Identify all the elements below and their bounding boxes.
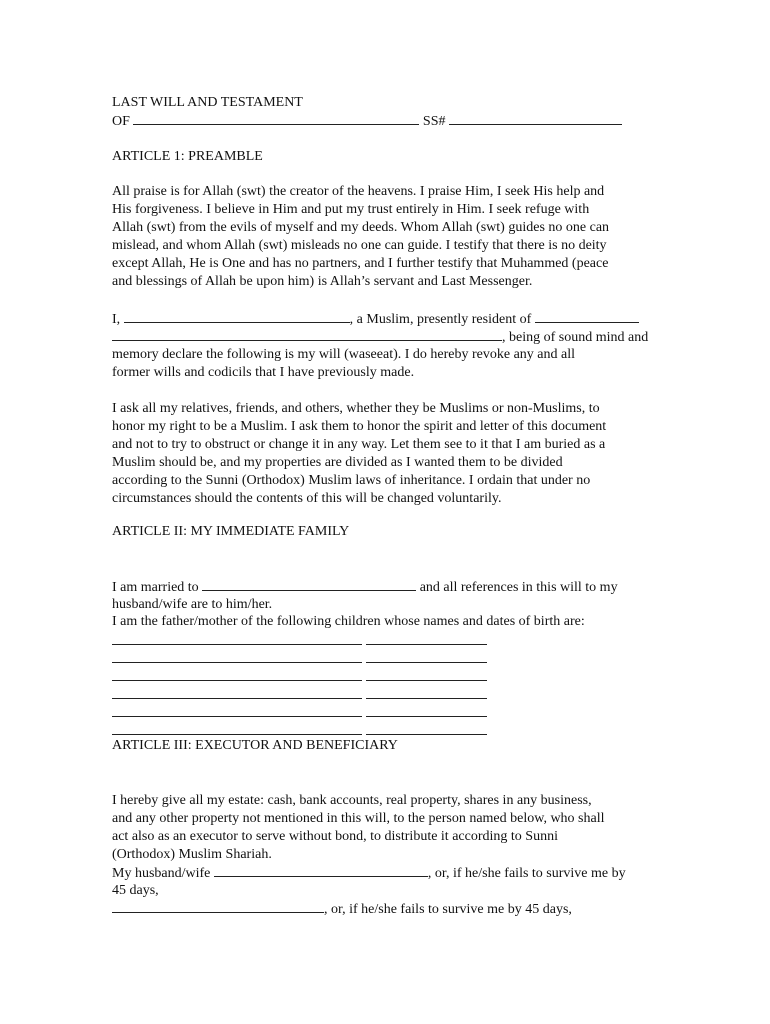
child-dob-field[interactable] (366, 722, 487, 735)
children-intro: I am the father/mother of the following children whose names and dates of birth are: (112, 614, 585, 629)
declaration-line (112, 310, 639, 329)
request-line: honor my right to be a Muslim. I ask them to honor the spirit and letter of this document (112, 419, 607, 434)
estate-line: and any other property not mentioned in this will, to the person named below, who shall (112, 811, 605, 826)
child-name-field[interactable] (112, 722, 362, 735)
alternate-beneficiary-field[interactable] (112, 900, 324, 913)
child-name-field[interactable] (112, 632, 362, 645)
spouse-beneficiary-line (112, 864, 626, 883)
child-dob-field[interactable] (366, 704, 487, 717)
declaration-line: former wills and codicils that I have previously made. (112, 365, 415, 380)
estate-line: (Orthodox) Muslim Shariah. (112, 847, 272, 862)
preamble-line: and blessings of Allah be upon him) is Allah’s servant and Last Messenger. (112, 274, 533, 289)
testator-line (112, 112, 622, 131)
preamble-line: All praise is for Allah (swt) the creator of the heavens. I praise Him, I seek His help and (112, 184, 605, 199)
request-line: Muslim should be, and my properties are divided as I wanted them to be divided (112, 455, 563, 470)
child-name-field[interactable] (112, 650, 362, 663)
estate-line: act also as an executor to serve without bond, to distribute it according to Sunni (112, 829, 558, 844)
muslim-resident-text: , a Muslim, presently resident of (349, 312, 535, 327)
declaration-line (112, 328, 648, 347)
article2-heading: ARTICLE II: MY IMMEDIATE FAMILY (112, 524, 350, 539)
child-dob-field[interactable] (366, 632, 487, 645)
request-line: according to the Sunni (Orthodox) Muslim laws of inheritance. I ordain that under no (112, 473, 591, 488)
of-label: OF (112, 114, 134, 129)
ss-label: SS# (419, 114, 449, 129)
ss-number-field[interactable] (449, 112, 622, 125)
married-to-label: I am married to (112, 580, 203, 595)
residence-continued-field[interactable] (112, 328, 502, 341)
alternate-fails-text: , or, if he/she fails to survive me by 45 days, (324, 902, 572, 917)
preamble-line: His forgiveness. I believe in Him and put my trust entirely in Him. I seek refuge with (112, 202, 590, 217)
estate-line: I hereby give all my estate: cash, bank accounts, real property, shares in any business, (112, 793, 592, 808)
preamble-line: except Allah, He is One and has no partners, and I further testify that Muhammed (peace (112, 256, 609, 271)
request-line: I ask all my relatives, friends, and others, whether they be Muslims or non-Muslims, to (112, 401, 600, 416)
child-dob-field[interactable] (366, 650, 487, 663)
spouse-label: My husband/wife (112, 866, 214, 881)
child-name-field[interactable] (112, 686, 362, 699)
testator-name-field[interactable] (133, 112, 419, 125)
preamble-line: mislead, and whom Allah (swt) misleads no one can guide. I testify that there is no deity (112, 238, 607, 253)
spouse-name-field[interactable] (202, 578, 416, 591)
husband-wife-line: husband/wife are to him/her. (112, 597, 273, 612)
spouse-fails-text: , or, if he/she fails to survive me by (427, 866, 626, 881)
spouse-days-line: 45 days, (112, 883, 159, 898)
document-title: LAST WILL AND TESTAMENT (112, 95, 303, 110)
preamble-line: Allah (swt) from the evils of myself and my deeds. Whom Allah (swt) guides no one can (112, 220, 610, 235)
sound-mind-text: , being of sound mind and (502, 330, 649, 345)
request-line: circumstances should the contents of this will be changed voluntarily. (112, 491, 502, 506)
article3-heading: ARTICLE III: EXECUTOR AND BENEFICIARY (112, 738, 398, 753)
spouse-beneficiary-field[interactable] (214, 864, 428, 877)
residence-field[interactable] (535, 310, 639, 323)
i-label: I, (112, 312, 124, 327)
child-dob-field[interactable] (366, 686, 487, 699)
references-text: and all references in this will to my (416, 580, 618, 595)
alternate-beneficiary-line (112, 900, 572, 919)
declaration-line: memory declare the following is my will (waseeat). I do hereby revoke any and all (112, 347, 576, 362)
child-name-field[interactable] (112, 668, 362, 681)
article1-heading: ARTICLE 1: PREAMBLE (112, 149, 263, 164)
child-dob-field[interactable] (366, 668, 487, 681)
request-line: and not to try to obstruct or change it in any way. Let them see to it that I am buried as a (112, 437, 606, 452)
married-line (112, 578, 618, 597)
child-name-field[interactable] (112, 704, 362, 717)
declarant-name-field[interactable] (124, 310, 350, 323)
